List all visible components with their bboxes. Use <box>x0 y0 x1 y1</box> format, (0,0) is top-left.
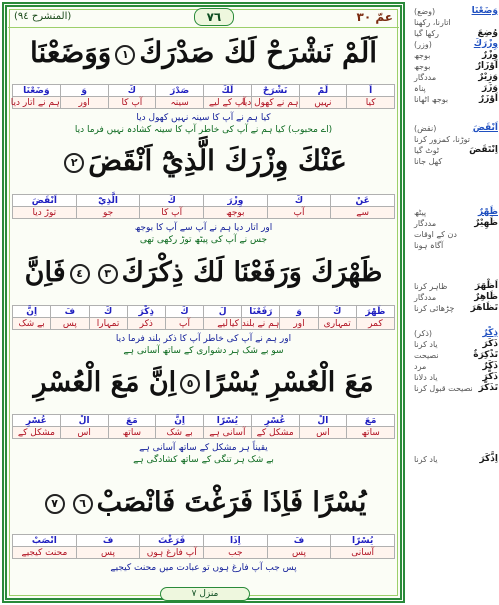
verse-number: ٧ <box>45 494 65 514</box>
word-ar: فَ <box>51 306 89 318</box>
word-ur: بوجھ <box>204 207 268 219</box>
verse-text: فَاِنَّ <box>24 257 66 288</box>
surah-ref: (المنشرح ٩٤) <box>14 11 72 22</box>
word-ur: پس <box>76 547 140 559</box>
word-ur: ہم نے کھول دیا <box>241 97 299 108</box>
verse-number: ٣ <box>98 264 118 284</box>
word-ur: اور <box>280 318 318 330</box>
word-table <box>12 305 395 330</box>
word-ur: آسانی <box>331 547 395 559</box>
word-ur: اس <box>299 427 347 439</box>
word-ar: يُسْرًا <box>331 535 395 547</box>
word-ar: لَكَ <box>204 85 252 97</box>
word-ar: صَدْرَ <box>156 85 204 97</box>
translation-line: یقیناً ہر مشکل کے ساتھ آسانی ہے <box>139 443 268 453</box>
word-ar: كَ <box>108 85 156 97</box>
word-table <box>12 534 395 559</box>
word-ar: كَ <box>140 195 204 207</box>
word-ar: فَ <box>267 535 331 547</box>
word-ur: آپ کا <box>140 207 204 219</box>
glossary-row: تَظَاهَرَ چڑھائی کرنا <box>414 303 498 313</box>
word-ar: عُسْرِ <box>13 415 61 427</box>
word-ar: مَعَ <box>347 415 395 427</box>
word-ar: ذِكْرَ <box>127 306 165 318</box>
word-ur: آپ کے لیے <box>204 97 252 109</box>
glossary-row: ظَهْرٌ پیٹھ <box>414 207 498 217</box>
verse-number: ١ <box>115 45 135 65</box>
word-ar: اِذَا <box>204 535 268 547</box>
verse-number: ٢ <box>64 153 84 173</box>
verse-line <box>10 482 397 524</box>
manzil-footer: منزل ٧ <box>160 587 250 601</box>
verse-text: اِنَّ مَعَ الْعُسْرِ <box>33 367 177 398</box>
word-ur: جو <box>76 207 140 219</box>
word-ur: ساتھ <box>347 427 395 439</box>
word-ar: اَنْقَضَ <box>13 195 77 207</box>
verse-number: ٤ <box>70 264 90 284</box>
word-table <box>12 84 395 109</box>
glossary-row: وِزْرَكَ (وزر) <box>414 39 498 49</box>
word-ur: توڑ دیا <box>13 207 77 219</box>
word-ar: فَرَغْتَ <box>140 535 204 547</box>
word-ar: اَ <box>347 85 395 97</box>
glossary-row: وُضِعَ رکھا گیا <box>414 28 498 38</box>
verse-line <box>10 32 397 74</box>
glossary-row: وَضَعْنَا (وضع) <box>414 6 498 16</box>
glossary-row: ظَاهِرٌ مددگار <box>414 292 498 302</box>
glossary-row: اِذَّكَرَ یاد کرنا <box>414 454 498 464</box>
translation-line: اور ہم نے آپ کی خاطر آپ کا ذکر بلند فرما دیا <box>115 334 292 344</box>
word-ar: ظَهْرَ <box>356 306 394 318</box>
translation-line: کیا ہم نے آپ کا سینہ نہیں کھول دیا <box>136 113 271 123</box>
translation-line: جس نے آپ کی پیٹھ توڑ رکھی تھی <box>139 235 268 245</box>
word-ur: آپ <box>165 318 203 330</box>
glossary-row: ذَكَرَ یاد کرنا <box>414 339 498 349</box>
word-ur: اور <box>60 97 108 109</box>
glossary-row: دن کے اوقات <box>414 230 457 239</box>
glossary-row: ذِكْرٌ (ذکر) <box>414 328 498 338</box>
glossary-row: وَزَرَ پناہ <box>414 83 498 93</box>
word-ur: نہیں <box>299 97 347 109</box>
glossary-row: ذَكَّرَ یاد دلانا <box>414 372 498 382</box>
glossary-row: اَوْزَارٌ بوجھ <box>414 61 498 71</box>
juz-label: عمّ ٣٠ <box>356 9 393 24</box>
word-ur: پس <box>267 547 331 559</box>
verse-text: وَوَضَعْنَا <box>30 36 112 69</box>
word-ar: لَمْ <box>299 85 347 97</box>
word-ur: کیا <box>347 97 395 109</box>
word-ur: پس <box>51 318 89 330</box>
translation-line: اور اتار دیا ہم نے آپ سے آپ کا بوجھ <box>134 223 273 233</box>
word-ur: ذکر <box>127 318 165 330</box>
verse-text: عَنْكَ وِزْرَكَ الَّذِيْٓ اَنْقَضَ <box>88 144 347 177</box>
word-ar: اِنَّ <box>156 415 204 427</box>
page-number: ٧٦ <box>194 8 235 26</box>
glossary-row: ذَكَرٌ مرد <box>414 361 498 371</box>
translation-line: سو بے شک ہر دشواری کے ساتھ آسانی ہے <box>123 346 284 356</box>
word-ur: تمہارا <box>89 318 127 330</box>
word-ur: بے شک <box>156 427 204 439</box>
word-ar: كَ <box>165 306 203 318</box>
word-ur: آپ کا <box>108 97 156 109</box>
page-header <box>8 6 399 28</box>
word-ar: عُسْرِ <box>251 415 299 427</box>
glossary-row: اتارنا، رکھنا <box>414 18 451 27</box>
word-ar: وِزْرَ <box>204 195 268 207</box>
word-ur: مشکل کے <box>13 427 61 439</box>
verse-text: اَلَمْ نَشْرَحْ لَكَ صَدْرَكَ <box>139 36 377 69</box>
word-ur: جب <box>204 547 268 559</box>
word-ur: کمر <box>356 318 394 330</box>
verse-line <box>10 362 397 404</box>
verse-number: ٥ <box>180 374 200 394</box>
translation-line: پس جب آپ فارغ ہوں تو عبادت میں محنت کیجیے <box>110 563 297 573</box>
glossary-row: توڑنا، کمزور کرنا <box>414 135 471 144</box>
word-ur: اس <box>60 427 108 439</box>
word-ur: ہم نے بلند کیا <box>229 318 280 329</box>
glossary-row: وَزِيْرٌ مددگار <box>414 72 498 82</box>
word-ar: لَ <box>204 306 242 318</box>
word-ar: اِنَّ <box>13 306 51 318</box>
word-ur: آپ فارغ ہوں <box>140 547 204 559</box>
word-ur: مشکل کے <box>251 427 299 439</box>
glossary-row: آگاہ ہونا <box>414 241 444 250</box>
glossary-row: اِنْتَقَضَ ٹوٹ گیا <box>414 145 498 155</box>
word-ar: وَ <box>60 85 108 97</box>
word-ar: يُسْرًا <box>204 415 252 427</box>
word-ar: كَ <box>267 195 331 207</box>
word-ar: رَفَعْنَا <box>242 306 280 318</box>
word-ar: وَضَعْنَا <box>13 85 61 97</box>
word-ar: كَ <box>89 306 127 318</box>
glossary-row: وِزْرٌ بوجھ <box>414 50 498 60</box>
glossary-row: کھل جانا <box>414 157 443 166</box>
verse-text: مَعَ الْعُسْرِ يُسْرًا <box>204 367 374 398</box>
word-ur: بے شک <box>13 318 51 330</box>
verse-line <box>10 140 397 182</box>
word-ar: عَنْ <box>331 195 395 207</box>
word-ur: آسانی ہے <box>204 427 252 439</box>
word-table <box>12 194 395 219</box>
word-ur: تمہاری <box>318 318 356 330</box>
word-ar: الْ <box>299 415 347 427</box>
word-ur: ہم نے اتار دیا <box>10 97 60 108</box>
word-ar: نَشْرَحْ <box>251 85 299 97</box>
glossary-row: ظَهِيْرٌ مددگار <box>414 218 498 228</box>
word-ur: آپ <box>267 207 331 219</box>
word-ar: انْصَبْ <box>13 535 77 547</box>
glossary-column <box>414 6 498 601</box>
word-ur: محنت کیجیے <box>13 547 77 559</box>
word-ur: ساتھ <box>108 427 156 439</box>
verse-number: ٦ <box>73 494 93 514</box>
word-ar: الْ <box>60 415 108 427</box>
glossary-row: تَذَكَّرَ نصیحت قبول کرنا <box>414 383 498 393</box>
glossary-row: اَظْهَرَ ظاہر کرنا <box>414 281 498 291</box>
word-table <box>12 414 395 439</box>
glossary-row: تَذْكِرَةٌ نصیحت <box>414 350 498 360</box>
word-ar: الَّذِيْٓ <box>76 195 140 207</box>
glossary-row: اَنْقَضَ (نقض) <box>414 123 498 133</box>
word-ar: مَعَ <box>108 415 156 427</box>
word-ur: سینہ <box>156 97 204 109</box>
word-ar: كَ <box>318 306 356 318</box>
word-ur: لیے <box>204 318 242 330</box>
verse-text: يُسْرًا فَاِذَا فَرَغْتَ فَانْصَبْ <box>96 487 367 518</box>
verse-line <box>10 252 397 294</box>
translation-line: بے شک ہر تنگی کے ساتھ کشادگی ہے <box>133 455 274 465</box>
verse-text: ظَهْرَكَ وَرَفَعْنَا لَكَ ذِكْرَكَ <box>121 257 383 288</box>
word-ur: سے <box>331 207 395 219</box>
word-ar: وَ <box>280 306 318 318</box>
glossary-row: اَوْزَرٌ بوجھ اٹھانا <box>414 94 498 104</box>
word-ar: فَ <box>76 535 140 547</box>
translation-line: (اے محبوب) کیا ہم نے آپ کی خاطر آپ کا سینہ کشادہ نہیں فرما دیا <box>74 125 333 135</box>
